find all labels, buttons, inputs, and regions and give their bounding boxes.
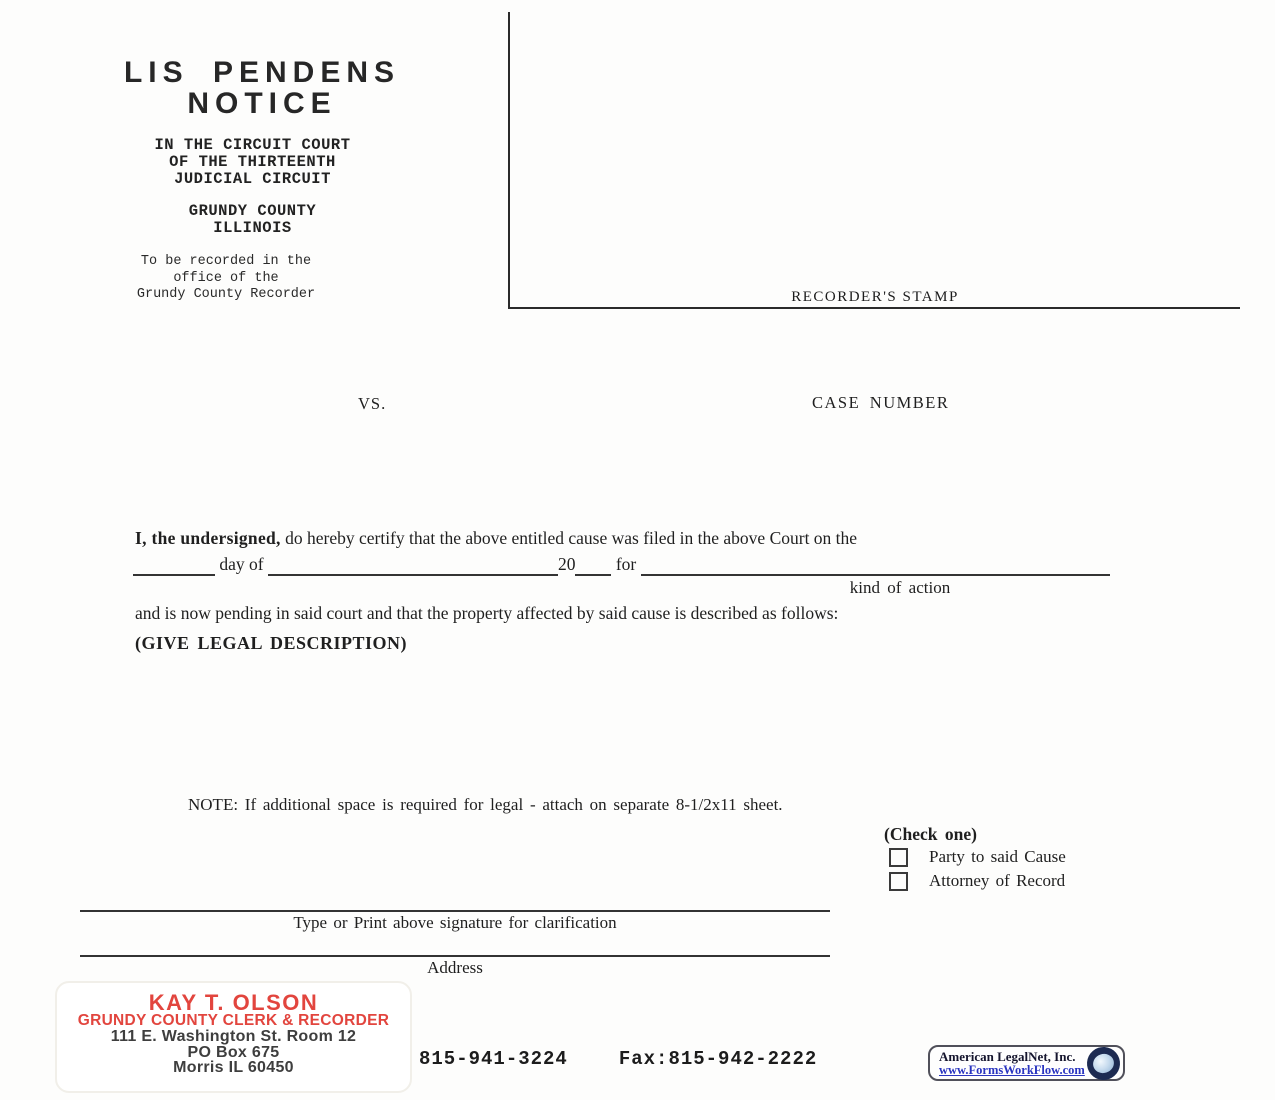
legal-description-label: (GIVE LEGAL DESCRIPTION): [135, 633, 408, 653]
clerk-address-line3: Morris IL 60450: [173, 1059, 294, 1076]
court-name: [105, 137, 400, 188]
fax-number: 815-942-2222: [668, 1048, 818, 1070]
clerk-title: GRUNDY COUNTY CLERK & RECORDER: [77, 1012, 390, 1029]
clerk-address-line1: 111 E. Washington St. Room 12: [110, 1028, 357, 1045]
vendor-logo-box: [928, 1045, 1125, 1081]
address-caption: Address: [427, 958, 483, 977]
case-number-label: CASE NUMBER: [812, 393, 950, 412]
contact-spacer: [568, 1048, 619, 1070]
month-blank-field[interactable]: [268, 550, 558, 576]
vendor-url-link[interactable]: www.FormsWorkFlow.com: [939, 1063, 1085, 1077]
date-and-action-fill-row: [133, 552, 1110, 576]
signature-caption: Type or Print above signature for clarification: [293, 913, 617, 932]
page-title-line2: NOTICE: [187, 87, 337, 120]
year-blank-field[interactable]: [575, 550, 611, 576]
recording-instruction-line: office of the: [173, 270, 279, 286]
certify-paragraph-rest: do hereby certify that the above entitled cause was filed in the above Court on the: [280, 528, 858, 548]
attorney-option-label: Attorney of Record: [929, 871, 1066, 890]
county-name: [105, 203, 400, 237]
attorney-checkbox[interactable]: [889, 872, 908, 891]
note-line: NOTE: If additional space is required for legal - attach on separate 8-1/2x11 sheet.: [188, 795, 783, 814]
clerk-address-line2: PO Box 675: [187, 1043, 280, 1061]
recording-instruction-line: To be recorded in the: [140, 254, 312, 269]
attorney-option-row: [889, 871, 1065, 891]
recording-instruction: [96, 254, 356, 304]
clerk-name: KAY T. OLSON: [148, 990, 319, 1015]
recorder-stamp-box: [508, 12, 1240, 309]
court-name-line: IN THE CIRCUIT COURT: [154, 136, 351, 154]
party-option-row: [889, 847, 1066, 867]
page-title-line1: LIS PENDENS: [123, 56, 401, 89]
check-one-heading: (Check one): [884, 824, 977, 844]
vendor-name: American LegalNet, Inc.: [939, 1049, 1076, 1064]
phone-number: 815-941-3224: [419, 1048, 568, 1070]
clerk-recorder-stamp: [55, 981, 412, 1093]
party-option-label: Party to said Cause: [929, 847, 1066, 866]
certify-paragraph-lead: I, the undersigned,: [135, 528, 281, 548]
certify-paragraph: [135, 527, 1120, 549]
page-title: [112, 57, 412, 119]
contact-row: [419, 1048, 817, 1070]
kind-of-action-caption: kind of action: [849, 578, 951, 597]
signature-line[interactable]: [80, 910, 830, 912]
court-name-line: OF THE THIRTEENTH: [169, 153, 336, 171]
pending-paragraph: and is now pending in said court and that the property affected by said cause is described as follows:: [135, 603, 839, 623]
fax-label: Fax:: [618, 1048, 669, 1070]
recording-instruction-line: Grundy County Recorder: [136, 287, 316, 302]
globe-icon: [1083, 1043, 1125, 1085]
year-prefix-label: 20: [557, 554, 576, 574]
recorder-stamp-label: RECORDER'S STAMP: [791, 289, 959, 305]
day-blank-field[interactable]: [133, 550, 215, 576]
for-label: for: [611, 554, 641, 574]
address-line[interactable]: [80, 955, 830, 957]
county-name-line: ILLINOIS: [213, 219, 292, 237]
party-checkbox[interactable]: [889, 848, 908, 867]
vs-label: VS.: [358, 394, 387, 413]
kind-of-action-blank-field[interactable]: [641, 550, 1110, 576]
day-of-label: day of: [215, 554, 268, 574]
court-name-line: JUDICIAL CIRCUIT: [174, 170, 331, 188]
county-name-line: GRUNDY COUNTY: [188, 202, 317, 220]
